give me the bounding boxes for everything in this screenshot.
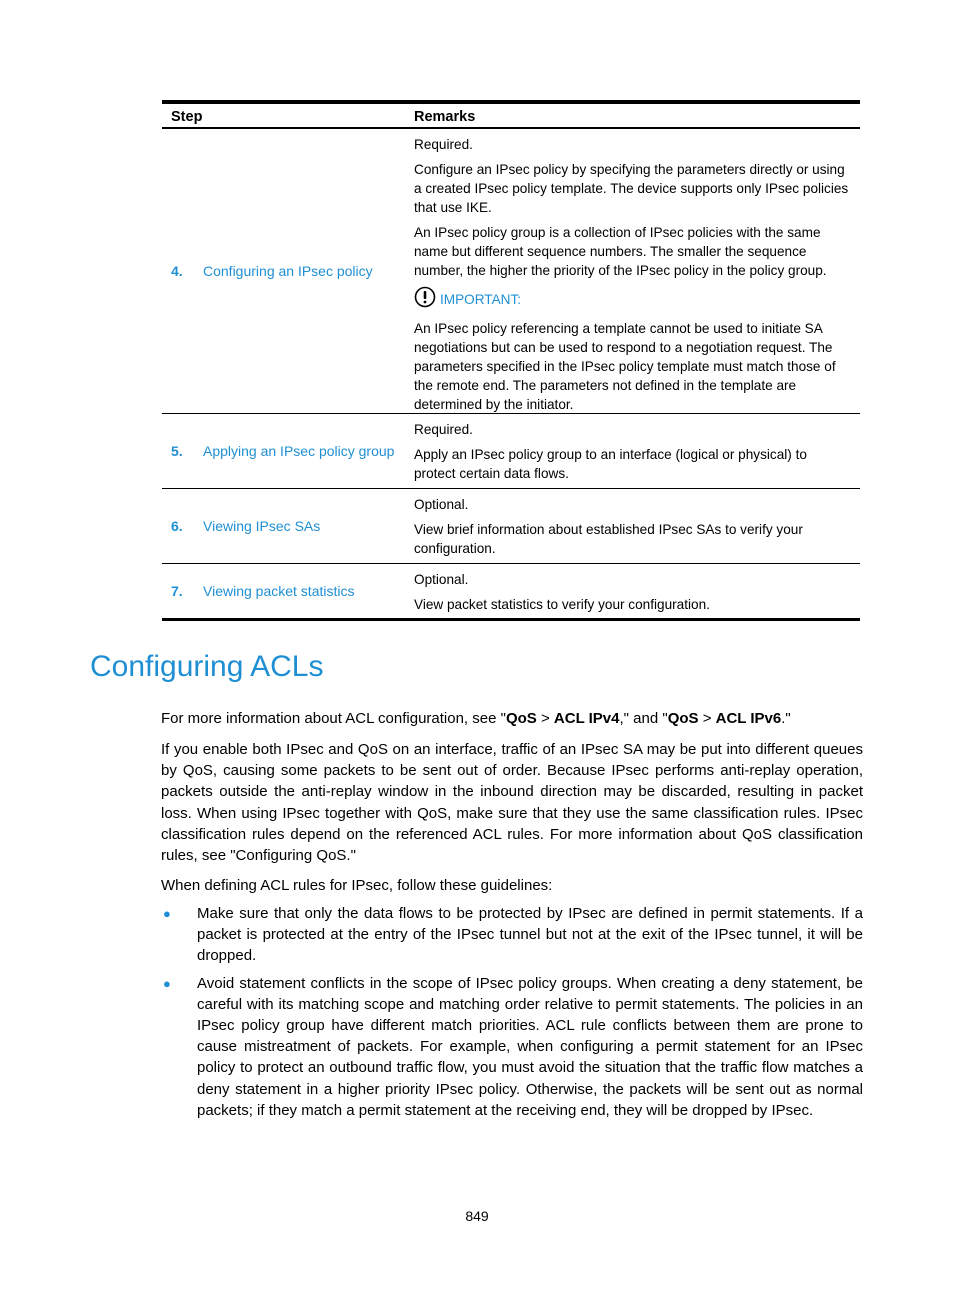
remarks-cell xyxy=(405,564,860,618)
step-link-viewing-ipsec-sas[interactable]: Viewing IPsec SAs xyxy=(203,518,321,534)
step-link-viewing-packet-statistics[interactable]: Viewing packet statistics xyxy=(203,583,355,599)
intro-bold: ACL IPv6 xyxy=(715,710,782,727)
remark-text: An IPsec policy group is a collection of IPsec policies with the same name but different sequence numbers. The smaller the sequence number, the higher the priority of the IPsec policy in the policy group. xyxy=(414,225,827,278)
intro-text: ." xyxy=(781,710,791,727)
step-number: 5. xyxy=(171,443,183,459)
remark-text: Apply an IPsec policy group to an interface (logical or physical) to protect certain data flows. xyxy=(414,447,807,481)
step-cell xyxy=(162,414,405,488)
step-cell xyxy=(162,129,405,413)
intro-bold: QoS xyxy=(667,710,699,727)
step-number: 7. xyxy=(171,583,183,599)
step-link-configuring-ipsec-policy[interactable]: Configuring an IPsec policy xyxy=(203,263,373,279)
important-text: An IPsec policy referencing a template cannot be used to initiate SA negotiations but can be used to respond to a negotiation request. The parameters specified in the IPsec policy template must match those of the remote end. The parameters not defined in the template are determined by the initiator. xyxy=(414,321,836,412)
intro-bold: ACL IPv4 xyxy=(553,710,620,727)
table-header xyxy=(162,104,860,129)
guidelines-list xyxy=(161,903,863,1127)
remark-text: Required. xyxy=(414,422,473,437)
exclamation-circle-icon xyxy=(414,286,440,313)
list-item xyxy=(161,973,863,1121)
intro-text: > xyxy=(536,710,554,727)
bullet-icon: ● xyxy=(163,975,171,991)
remarks-cell xyxy=(405,414,860,488)
step-number: 4. xyxy=(171,263,183,279)
table-row xyxy=(162,414,860,489)
bullet-text: Avoid statement conflicts in the scope of IPsec policy groups. When creating a deny statement, be careful with its matching scope and matching order relative to permit statements. The policies in an IPsec policy group have different match priorities. ACL rule conflicts between them are prone to cause mistreatment of packets. For example, when configuring a permit statement for an IPsec policy to protect an outbound traffic flow, you must avoid the situation that the traffic flow matches a deny statement in a higher priority IPsec policy. Otherwise, the packets will be sent out as normal packets; if they match a permit statement at the receiving end, they will be dropped by IPsec. xyxy=(197,974,863,1119)
guidelines-intro: When defining ACL rules for IPsec, follow these guidelines: xyxy=(161,877,553,894)
intro-paragraph xyxy=(161,708,863,729)
remark-text: Configure an IPsec policy by specifying the parameters directly or using a created IPsec policy template. The device supports only IPsec policies that use IKE. xyxy=(414,162,849,215)
page-number: 849 xyxy=(465,1208,489,1224)
step-number: 6. xyxy=(171,518,183,534)
header-remarks: Remarks xyxy=(414,109,476,125)
intro-text: For more information about ACL configuration, see " xyxy=(161,710,506,727)
bullet-text: Make sure that only the data flows to be protected by IPsec are defined in permit statements. If a packet is protected at the entry of the IPsec tunnel but not at the exit of the IPsec tunnel, it will be dropped. xyxy=(197,905,863,965)
table-row xyxy=(162,564,860,618)
list-item xyxy=(161,903,863,967)
remarks-cell xyxy=(405,129,860,413)
intro-bold: QoS xyxy=(505,710,537,727)
table-row xyxy=(162,129,860,414)
remarks-cell xyxy=(405,489,860,563)
header-step: Step xyxy=(171,109,203,125)
step-cell xyxy=(162,489,405,563)
remark-text: View brief information about established IPsec SAs to verify your configuration. xyxy=(414,522,803,556)
intro-text: > xyxy=(698,710,716,727)
important-label: IMPORTANT: xyxy=(440,292,522,307)
table-row xyxy=(162,489,860,564)
remark-text: Optional. xyxy=(414,497,469,512)
remark-text: Required. xyxy=(414,137,473,152)
steps-table xyxy=(162,100,860,621)
qos-paragraph: If you enable both IPsec and QoS on an interface, traffic of an IPsec SA may be put into different queues by QoS, causing some packets to be sent out of order. Because IPsec performs anti-replay operation, packets outside the anti-replay window in the inbound direction may be discarded, resulting in packet loss. When using IPsec together with QoS, make sure that they use the same classification rules. IPsec classification rules depend on the referenced ACL rules. For more information about QoS classification rules, see "Configuring QoS." xyxy=(161,741,863,865)
important-callout xyxy=(414,286,852,313)
remark-text: View packet statistics to verify your configuration. xyxy=(414,597,710,612)
step-cell xyxy=(162,564,405,618)
section-title: Configuring ACLs xyxy=(90,650,324,683)
bullet-icon: ● xyxy=(163,906,171,921)
intro-text: ," and " xyxy=(619,710,668,727)
remark-text: Optional. xyxy=(414,572,469,587)
step-link-applying-ipsec-policy-group[interactable]: Applying an IPsec policy group xyxy=(203,443,395,459)
